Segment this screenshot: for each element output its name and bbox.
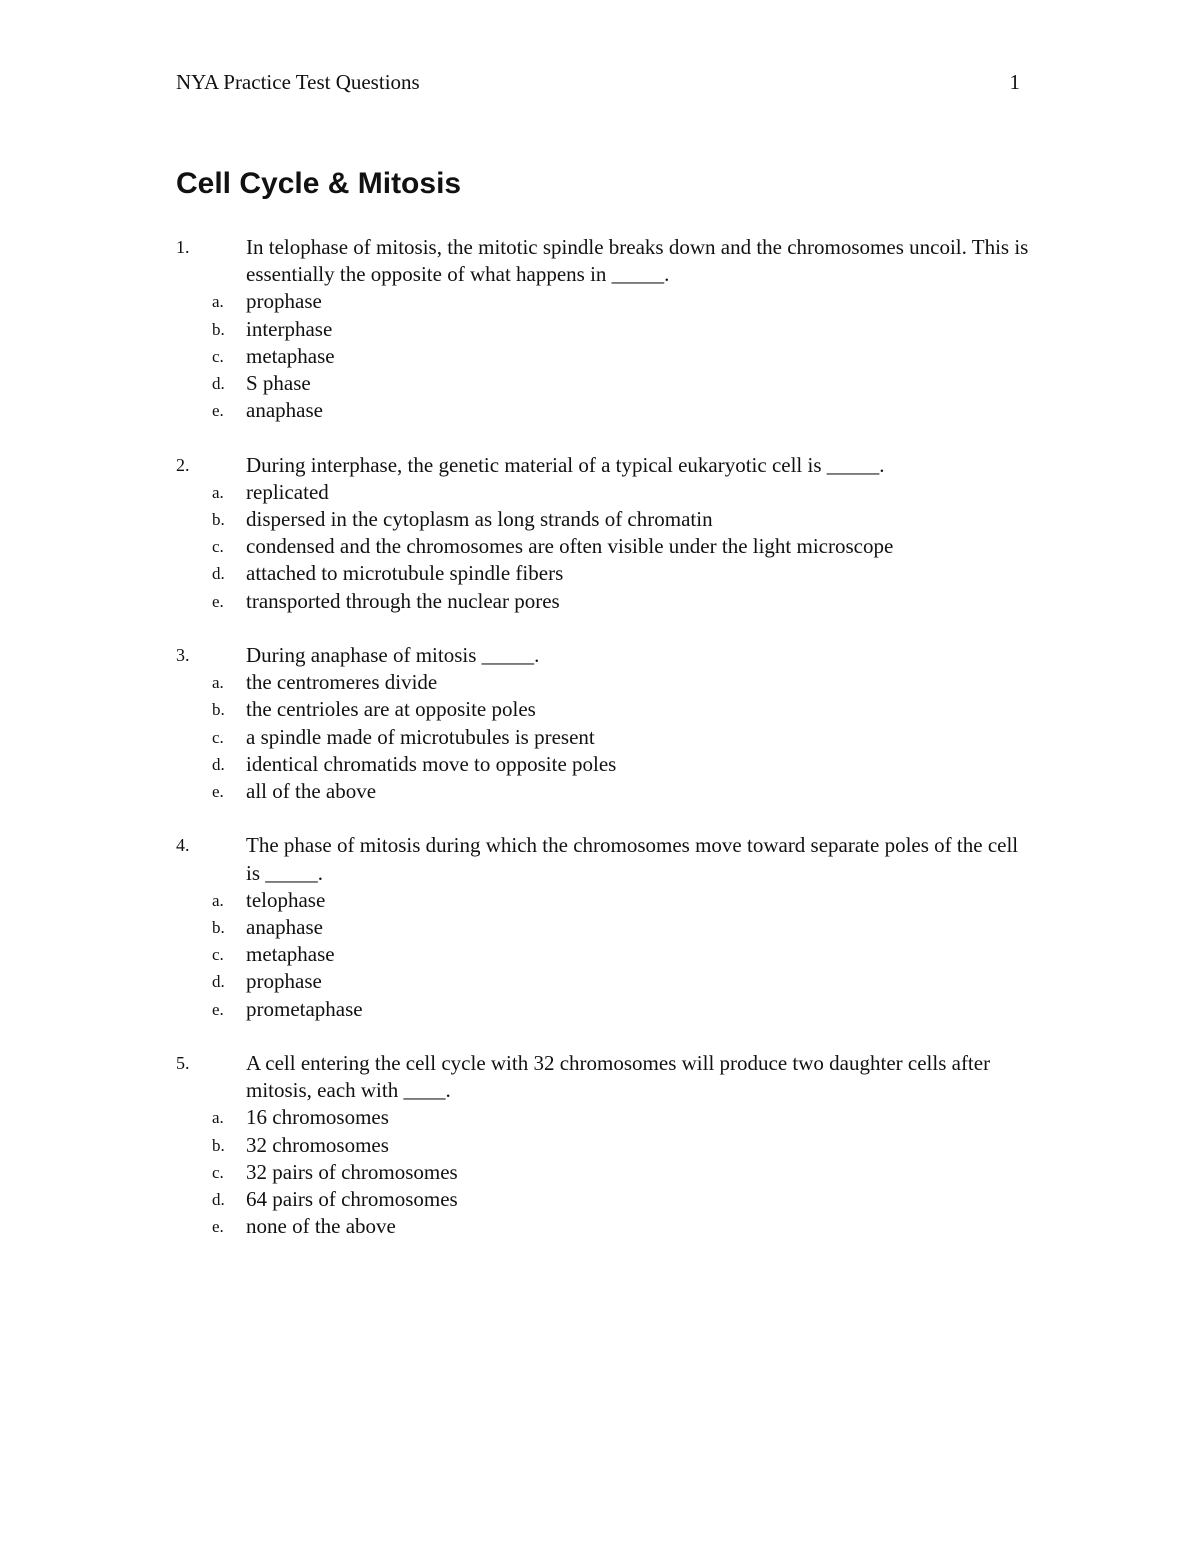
option-text: S phase (246, 371, 311, 396)
option-letter: d. (212, 972, 225, 992)
option-letter: a. (212, 1108, 224, 1128)
question-number: 2. (176, 454, 190, 475)
option-text: a spindle made of microtubules is present (246, 724, 595, 749)
question-stem (176, 1050, 1036, 1104)
question-number: 1. (176, 237, 190, 257)
option-text: transported through the nuclear pores (246, 588, 560, 613)
option-letter: e. (212, 591, 224, 611)
option-text: interphase (246, 316, 333, 341)
option-letter: b. (212, 1135, 225, 1155)
answer-option (176, 1186, 1036, 1213)
option-letter: a. (212, 292, 224, 312)
question-text: In telophase of mitosis, the mitotic spindle breaks down and the chromosomes uncoil. This is essentially the opposite of what happens in _____. (246, 235, 1029, 287)
option-letter: d. (212, 754, 225, 774)
answer-option (176, 996, 1036, 1023)
option-text: 64 pairs of chromosomes (246, 1187, 458, 1212)
answer-option (176, 724, 1036, 751)
option-text: identical chromatids move to opposite poles (246, 751, 617, 776)
option-text: condensed and the chromosomes are often visible under the light microscope (246, 534, 894, 559)
option-letter: c. (212, 346, 224, 366)
option-letter: e. (212, 1217, 224, 1237)
option-letter: c. (212, 537, 224, 557)
answer-option (176, 479, 1036, 506)
question-4 (176, 832, 1036, 1022)
option-text: 32 pairs of chromosomes (246, 1159, 458, 1184)
option-text: metaphase (246, 942, 335, 967)
question-text: During anaphase of mitosis _____. (246, 643, 540, 668)
answer-option (176, 560, 1036, 587)
option-letter: b. (212, 918, 225, 938)
answer-options (176, 479, 1036, 615)
option-letter: b. (212, 510, 225, 530)
answer-option (176, 1104, 1036, 1131)
answer-option (176, 1159, 1036, 1186)
option-text: replicated (246, 479, 329, 504)
option-letter: b. (212, 700, 225, 720)
option-text: prophase (246, 289, 322, 314)
option-text: telophase (246, 887, 326, 912)
option-letter: e. (212, 782, 224, 802)
question-1 (176, 234, 1036, 424)
question-number: 4. (176, 835, 190, 856)
question-2 (176, 452, 1036, 615)
answer-option (176, 397, 1036, 424)
option-letter: a. (212, 673, 224, 693)
question-number: 5. (176, 1053, 190, 1074)
answer-option (176, 887, 1036, 914)
option-text: prophase (246, 969, 322, 994)
document-title: Cell Cycle & Mitosis (176, 167, 462, 200)
answer-option (176, 1132, 1036, 1159)
option-letter: c. (212, 1162, 224, 1182)
answer-option (176, 914, 1036, 941)
option-letter: a. (212, 482, 224, 502)
answer-option (176, 533, 1036, 560)
option-letter: e. (212, 999, 224, 1019)
option-letter: d. (212, 374, 225, 394)
option-letter: e. (212, 401, 224, 421)
option-text: 32 chromosomes (246, 1132, 389, 1157)
option-text: all of the above (246, 779, 377, 804)
page-header (176, 70, 1024, 100)
answer-option (176, 778, 1036, 805)
answer-option (176, 941, 1036, 968)
question-text: During interphase, the genetic material of a typical eukaryotic cell is _____. (246, 452, 885, 477)
answer-options (176, 288, 1036, 424)
option-letter: d. (212, 1190, 225, 1210)
question-stem (176, 642, 1036, 669)
option-text: anaphase (246, 398, 323, 423)
question-stem (176, 832, 1036, 886)
option-letter: a. (212, 890, 224, 910)
answer-option (176, 370, 1036, 397)
question-list (176, 234, 1036, 1268)
header-title: NYA Practice Test Questions (176, 70, 420, 94)
answer-option (176, 968, 1036, 995)
question-text: A cell entering the cell cycle with 32 chromosomes will produce two daughter cells after mitosis, each with ____. (246, 1051, 991, 1103)
answer-options (176, 1104, 1036, 1240)
answer-option (176, 751, 1036, 778)
option-text: dispersed in the cytoplasm as long strands of chromatin (246, 507, 713, 532)
answer-option (176, 316, 1036, 343)
question-text: The phase of mitosis during which the chromosomes move toward separate poles of the cell is _____. (246, 833, 1019, 885)
question-number: 3. (176, 645, 190, 666)
option-text: prometaphase (246, 996, 363, 1021)
page-number: 1 (1009, 70, 1020, 94)
question-5 (176, 1050, 1036, 1240)
option-text: the centrioles are at opposite poles (246, 697, 536, 722)
option-letter: c. (212, 945, 224, 965)
question-stem (176, 234, 1036, 288)
answer-option (176, 343, 1036, 370)
answer-option (176, 1213, 1036, 1240)
answer-option (176, 696, 1036, 723)
question-stem (176, 452, 1036, 479)
option-text: 16 chromosomes (246, 1105, 389, 1130)
answer-option (176, 506, 1036, 533)
answer-option (176, 288, 1036, 315)
option-text: the centromeres divide (246, 670, 438, 695)
answer-option (176, 669, 1036, 696)
answer-options (176, 887, 1036, 1023)
option-letter: d. (212, 564, 225, 584)
option-text: metaphase (246, 343, 335, 368)
option-letter: b. (212, 319, 225, 339)
option-text: anaphase (246, 915, 323, 940)
option-letter: c. (212, 727, 224, 747)
option-text: none of the above (246, 1214, 396, 1239)
option-text: attached to microtubule spindle fibers (246, 561, 564, 586)
question-3 (176, 642, 1036, 805)
answer-option (176, 588, 1036, 615)
answer-options (176, 669, 1036, 805)
